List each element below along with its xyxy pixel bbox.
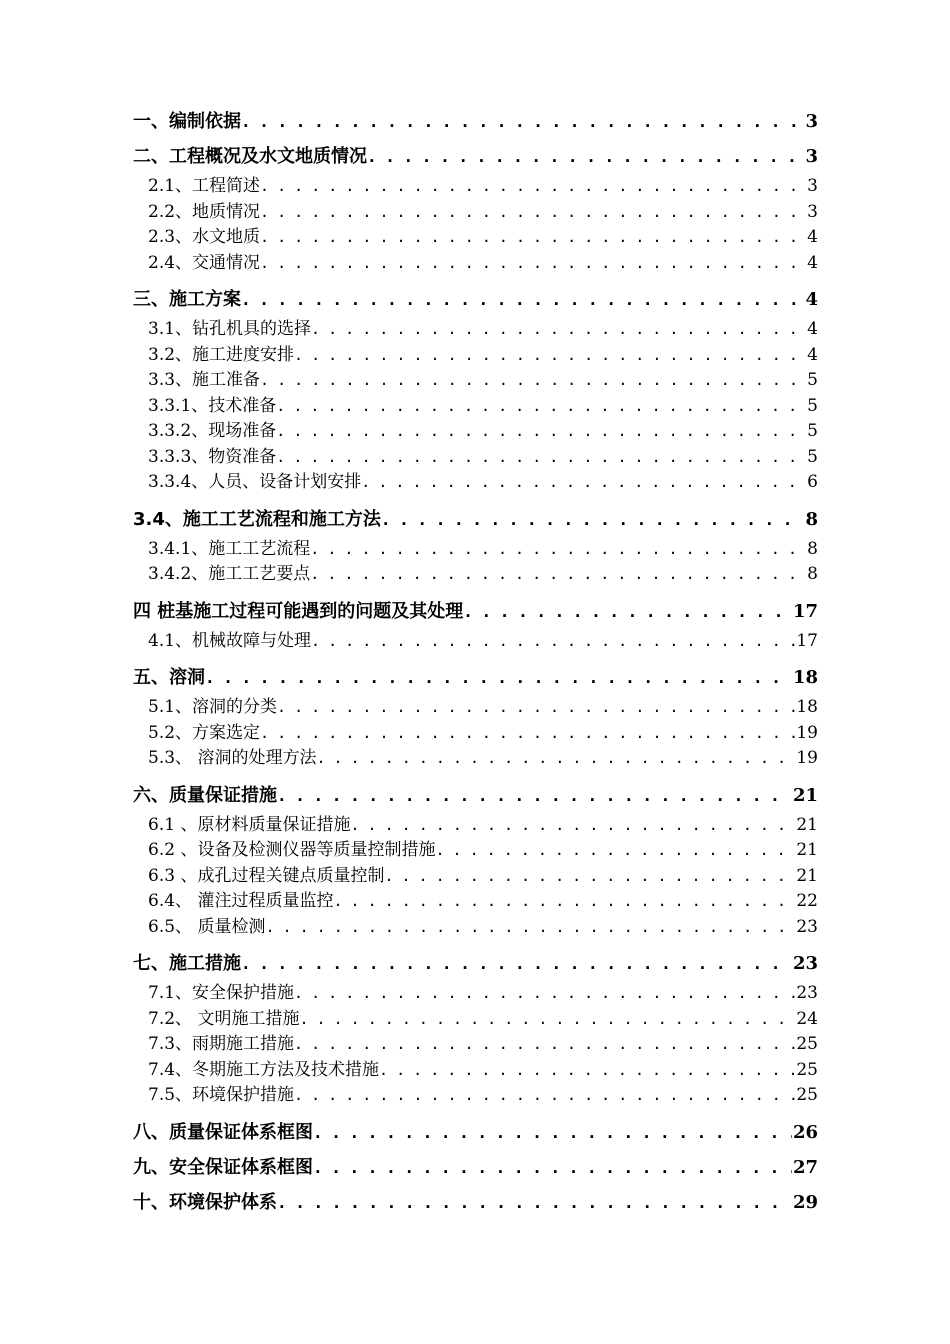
toc-entry-title: 四 桩基施工过程可能遇到的问题及其处理	[133, 600, 464, 622]
toc-page-number: 21	[796, 814, 818, 835]
toc-heading-entry[interactable]	[133, 1115, 818, 1150]
toc-subentry[interactable]	[133, 419, 818, 445]
toc-leader-dots	[265, 915, 795, 941]
toc-leader-dots	[313, 1115, 792, 1150]
toc-leader-dots	[384, 864, 795, 890]
toc-page-number: 5	[807, 370, 818, 390]
toc-subentry[interactable]	[133, 562, 818, 588]
toc-page-number: 25	[796, 1085, 818, 1105]
toc-entry-title: 7.2、 文明施工措施	[148, 1008, 300, 1029]
toc-subentry[interactable]	[133, 981, 818, 1007]
toc-subentry[interactable]	[133, 838, 818, 864]
toc-subentry[interactable]	[133, 394, 818, 420]
table-of-contents	[133, 104, 818, 1220]
toc-entry-title: 六、质量保证措施	[133, 784, 277, 806]
toc-page-number: 4	[807, 344, 818, 365]
toc-page-number: 8	[807, 564, 818, 584]
toc-entry-title: 九、安全保证体系框图	[133, 1156, 313, 1178]
toc-page-number: 22	[796, 891, 818, 911]
toc-leader-dots	[260, 251, 806, 277]
toc-leader-dots	[435, 838, 795, 864]
toc-page-number: 21	[796, 865, 818, 886]
toc-entry-title: 3.4.2、施工工艺要点	[148, 564, 311, 584]
toc-leader-dots	[260, 174, 806, 200]
toc-entry-title: 3.3.3、物资准备	[148, 446, 277, 467]
toc-page-number: 19	[796, 722, 818, 743]
toc-subentry[interactable]	[133, 915, 818, 941]
toc-entry-title: 五、溶洞	[133, 667, 205, 688]
toc-subentry[interactable]	[133, 368, 818, 394]
toc-entry-title: 八、质量保证体系框图	[133, 1121, 313, 1143]
toc-leader-dots	[205, 660, 792, 695]
toc-page-number: 3	[807, 201, 818, 222]
toc-subentry[interactable]	[133, 1083, 818, 1109]
toc-heading-entry[interactable]	[133, 139, 818, 174]
toc-leader-dots	[310, 537, 806, 563]
toc-entry-title: 七、施工措施	[133, 953, 241, 974]
toc-subentry[interactable]	[133, 695, 818, 721]
toc-entry-title: 7.5、环境保护措施	[148, 1085, 295, 1105]
toc-leader-dots	[277, 778, 792, 813]
toc-subentry[interactable]	[133, 629, 818, 655]
toc-page-number: 4	[805, 289, 818, 310]
toc-page-number: 26	[792, 1121, 818, 1143]
toc-leader-dots	[277, 1185, 792, 1220]
toc-leader-dots	[333, 889, 795, 915]
toc-leader-dots	[260, 200, 806, 226]
toc-subentry[interactable]	[133, 813, 818, 839]
toc-subentry[interactable]	[133, 537, 818, 563]
toc-entry-title: 3.3.4、人员、设备计划安排	[148, 472, 362, 492]
toc-heading-entry[interactable]	[133, 594, 818, 629]
toc-leader-dots	[463, 594, 792, 629]
toc-heading-entry[interactable]	[133, 778, 818, 813]
toc-page-number: 3	[807, 176, 818, 196]
toc-leader-dots	[241, 946, 792, 981]
toc-page-number: 24	[796, 1008, 818, 1029]
toc-leader-dots	[241, 104, 804, 139]
toc-page-number: 6	[807, 472, 818, 492]
toc-heading-entry[interactable]	[133, 1150, 818, 1185]
toc-entry-title: 3.4、施工工艺流程和施工方法	[133, 508, 381, 530]
toc-leader-dots	[260, 225, 806, 251]
toc-leader-dots	[350, 813, 795, 839]
toc-entry-title: 十、环境保护体系	[133, 1191, 277, 1213]
toc-heading-entry[interactable]	[133, 1185, 818, 1220]
toc-page-number: 5	[807, 421, 818, 441]
toc-page-number: 4	[807, 319, 818, 339]
toc-page-number: 8	[805, 508, 818, 530]
toc-leader-dots	[241, 282, 804, 317]
toc-leader-dots	[361, 470, 806, 496]
toc-leader-dots	[276, 394, 806, 420]
toc-page-number: 21	[792, 784, 818, 806]
toc-page-number: 18	[792, 667, 818, 688]
toc-leader-dots	[381, 502, 805, 537]
toc-entry-title: 3.3.1、技术准备	[148, 395, 277, 416]
toc-entry-title: 6.1 、原材料质量保证措施	[148, 814, 351, 835]
toc-entry-title: 一、编制依据	[133, 111, 241, 132]
toc-heading-entry[interactable]	[133, 104, 818, 139]
toc-subentry[interactable]	[133, 1007, 818, 1033]
toc-subentry[interactable]	[133, 889, 818, 915]
toc-leader-dots	[367, 139, 804, 174]
toc-leader-dots	[299, 1007, 795, 1033]
toc-subentry[interactable]	[133, 470, 818, 496]
toc-leader-dots	[311, 629, 795, 655]
toc-entry-title: 6.4、 灌注过程质量监控	[148, 891, 334, 911]
toc-subentry[interactable]	[133, 200, 818, 226]
toc-leader-dots	[294, 343, 806, 369]
toc-leader-dots	[294, 1083, 795, 1109]
toc-leader-dots	[379, 1058, 795, 1084]
toc-page-number: 23	[792, 953, 818, 974]
toc-leader-dots	[311, 317, 806, 343]
toc-entry-title: 3.4.1、施工工艺流程	[148, 538, 311, 559]
toc-page-number: 23	[796, 983, 818, 1003]
toc-page-number: 19	[796, 748, 818, 768]
toc-page-number: 8	[807, 538, 818, 559]
toc-subentry[interactable]	[133, 251, 818, 277]
toc-leader-dots	[313, 1150, 792, 1185]
toc-subentry[interactable]	[133, 1032, 818, 1058]
toc-entry-title: 2.2、地质情况	[148, 201, 261, 222]
toc-page-number: 17	[792, 600, 818, 622]
toc-heading-entry[interactable]	[133, 660, 818, 695]
toc-subentry[interactable]	[133, 225, 818, 251]
toc-page-number: 4	[807, 252, 818, 273]
toc-page-number: 21	[796, 840, 818, 860]
toc-page-number: 5	[807, 446, 818, 467]
toc-entry-title: 6.2 、设备及检测仪器等质量控制措施	[148, 840, 436, 860]
toc-page-number: 23	[796, 916, 818, 937]
toc-subentry[interactable]	[133, 864, 818, 890]
toc-entry-title: 7.1、安全保护措施	[148, 983, 295, 1003]
toc-leader-dots	[260, 721, 795, 747]
toc-page-number: 3	[805, 111, 818, 132]
toc-leader-dots	[310, 562, 806, 588]
toc-leader-dots	[316, 746, 795, 772]
toc-leader-dots	[277, 695, 795, 721]
toc-entry-title: 3.2、施工进度安排	[148, 344, 295, 365]
toc-page-number: 25	[796, 1034, 818, 1054]
toc-entry-title: 5.3、 溶洞的处理方法	[148, 748, 317, 768]
toc-leader-dots	[294, 1032, 795, 1058]
toc-subentry[interactable]	[133, 343, 818, 369]
toc-entry-title: 7.4、冬期施工方法及技术措施	[148, 1059, 380, 1080]
toc-page-number: 4	[807, 227, 818, 247]
toc-subentry[interactable]	[133, 445, 818, 471]
toc-entry-title: 2.4、交通情况	[148, 252, 261, 273]
toc-page-number: 17	[796, 630, 818, 651]
toc-leader-dots	[260, 368, 806, 394]
toc-subentry[interactable]	[133, 746, 818, 772]
toc-entry-title: 3.3、施工准备	[148, 370, 261, 390]
toc-entry-title: 2.3、水文地质	[148, 227, 261, 247]
toc-page-number: 5	[807, 395, 818, 416]
toc-subentry[interactable]	[133, 721, 818, 747]
toc-entry-title: 二、工程概况及水文地质情况	[133, 146, 367, 167]
toc-leader-dots	[276, 419, 806, 445]
toc-entry-title: 2.1、工程简述	[148, 176, 261, 196]
toc-entry-title: 3.1、钻孔机具的选择	[148, 319, 312, 339]
toc-entry-title: 6.3 、成孔过程关键点质量控制	[148, 865, 385, 886]
toc-entry-title: 6.5、 质量检测	[148, 916, 266, 937]
toc-leader-dots	[294, 981, 795, 1007]
toc-page-number: 29	[792, 1191, 818, 1213]
toc-entry-title: 4.1、机械故障与处理	[148, 630, 312, 651]
toc-entry-title: 5.2、方案选定	[148, 722, 261, 743]
toc-heading-entry[interactable]	[133, 946, 818, 981]
toc-heading-entry[interactable]	[133, 282, 818, 317]
toc-page-number: 27	[792, 1156, 818, 1178]
toc-page-number: 3	[805, 146, 818, 167]
toc-entry-title: 三、施工方案	[133, 289, 241, 310]
toc-subentry[interactable]	[133, 174, 818, 200]
toc-leader-dots	[276, 445, 806, 471]
toc-heading-entry[interactable]	[133, 502, 818, 537]
toc-entry-title: 3.3.2、现场准备	[148, 421, 277, 441]
toc-subentry[interactable]	[133, 1058, 818, 1084]
toc-page-number: 18	[796, 697, 818, 717]
toc-entry-title: 7.3、雨期施工措施	[148, 1034, 295, 1054]
toc-subentry[interactable]	[133, 317, 818, 343]
toc-entry-title: 5.1、溶洞的分类	[148, 697, 278, 717]
toc-page-number: 25	[796, 1059, 818, 1080]
